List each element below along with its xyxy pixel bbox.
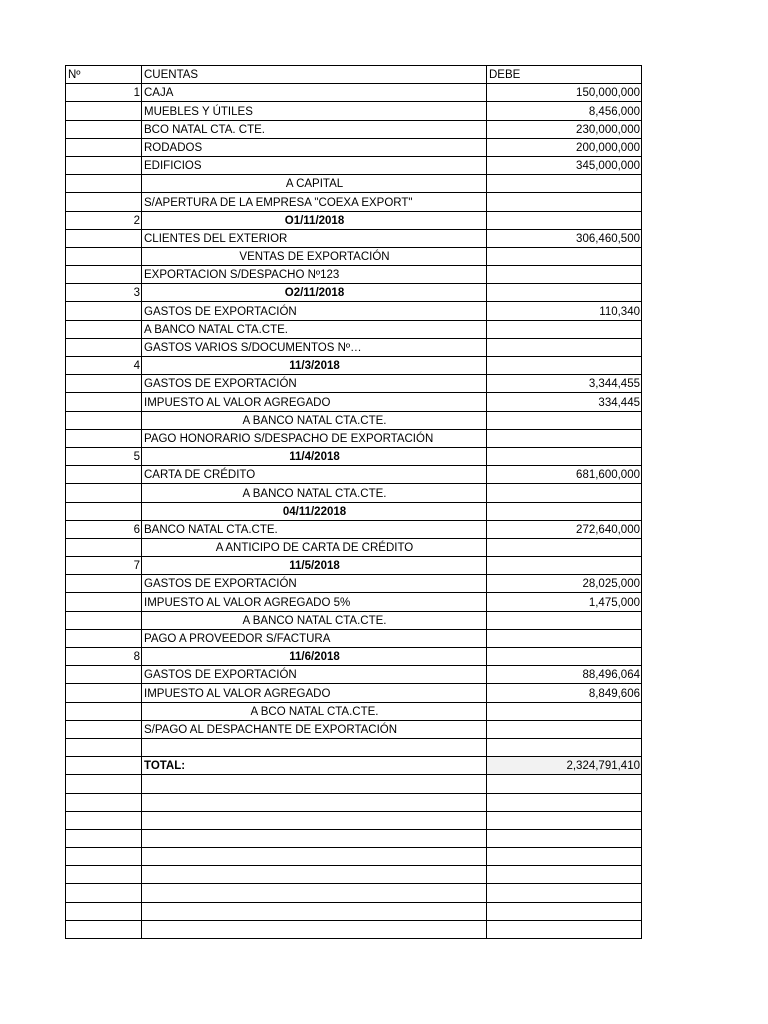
cell-no[interactable] xyxy=(66,429,142,447)
cell-cuenta[interactable]: A BANCO NATAL CTA.CTE. xyxy=(142,411,487,429)
cell-no[interactable] xyxy=(66,884,142,902)
cell-debe[interactable] xyxy=(487,629,642,647)
header-no[interactable]: Nº xyxy=(66,66,142,84)
cell-no[interactable]: 8 xyxy=(66,648,142,666)
cell-debe[interactable]: 88,496,064 xyxy=(487,666,642,684)
cell-no[interactable]: 5 xyxy=(66,447,142,465)
cell-debe[interactable]: 150,000,000 xyxy=(487,84,642,102)
cell-cuenta[interactable]: EXPORTACION S/DESPACHO Nº123 xyxy=(142,266,487,284)
cell-cuenta[interactable] xyxy=(142,793,487,811)
cell-debe[interactable]: 345,000,000 xyxy=(487,156,642,174)
cell-debe[interactable] xyxy=(487,920,642,938)
table-row xyxy=(66,738,642,756)
cell-debe[interactable]: 272,640,000 xyxy=(487,520,642,538)
cell-cuenta[interactable]: CLIENTES DEL EXTERIOR xyxy=(142,229,487,247)
table-row xyxy=(66,466,642,484)
table-row xyxy=(66,120,642,138)
table-row xyxy=(66,375,642,393)
cell-cuenta[interactable]: GASTOS DE EXPORTACIÓN xyxy=(142,375,487,393)
table-row xyxy=(66,502,642,520)
cell-debe[interactable] xyxy=(487,484,642,502)
cell-debe[interactable] xyxy=(487,266,642,284)
table-row xyxy=(66,320,642,338)
cell-cuenta[interactable] xyxy=(142,738,487,756)
cell-no[interactable] xyxy=(66,666,142,684)
cell-cuenta[interactable]: A BANCO NATAL CTA.CTE. xyxy=(142,320,487,338)
cell-no[interactable] xyxy=(66,775,142,793)
cell-debe[interactable] xyxy=(487,320,642,338)
cell-debe[interactable] xyxy=(487,211,642,229)
cell-debe[interactable]: 8,849,606 xyxy=(487,684,642,702)
table-row xyxy=(66,284,642,302)
cell-cuenta[interactable] xyxy=(142,884,487,902)
header-debe[interactable]: DEBE xyxy=(487,66,642,84)
cell-debe[interactable]: 1,475,000 xyxy=(487,593,642,611)
cell-no[interactable] xyxy=(66,120,142,138)
cell-no[interactable] xyxy=(66,466,142,484)
table-row xyxy=(66,156,642,174)
table-row xyxy=(66,266,642,284)
table-row xyxy=(66,557,642,575)
cell-cuenta[interactable] xyxy=(142,902,487,920)
cell-no[interactable] xyxy=(66,738,142,756)
cell-no[interactable] xyxy=(66,193,142,211)
cell-cuenta[interactable]: A ANTICIPO DE CARTA DE CRÉDITO xyxy=(142,538,487,556)
table-row xyxy=(66,193,642,211)
cell-debe[interactable] xyxy=(487,538,642,556)
cell-debe[interactable] xyxy=(487,411,642,429)
cell-no[interactable] xyxy=(66,247,142,265)
cell-cuenta[interactable]: S/PAGO AL DESPACHANTE DE EXPORTACIÓN xyxy=(142,720,487,738)
cell-debe[interactable] xyxy=(487,902,642,920)
cell-cuenta[interactable]: VENTAS DE EXPORTACIÓN xyxy=(142,247,487,265)
table-row xyxy=(66,611,642,629)
empty-row xyxy=(66,884,642,902)
cell-no[interactable]: 1 xyxy=(66,84,142,102)
ledger-body xyxy=(66,66,642,939)
cell-cuenta[interactable]: A BCO NATAL CTA.CTE. xyxy=(142,702,487,720)
cell-no[interactable] xyxy=(66,902,142,920)
cell-cuenta[interactable]: CARTA DE CRÉDITO xyxy=(142,466,487,484)
cell-debe[interactable] xyxy=(487,502,642,520)
cell-debe[interactable] xyxy=(487,793,642,811)
cell-cuenta[interactable] xyxy=(142,866,487,884)
total-label[interactable]: TOTAL: xyxy=(142,757,487,775)
cell-debe[interactable]: 681,600,000 xyxy=(487,466,642,484)
table-row xyxy=(66,702,642,720)
table-row xyxy=(66,538,642,556)
empty-row xyxy=(66,829,642,847)
empty-row xyxy=(66,902,642,920)
cell-cuenta[interactable] xyxy=(142,775,487,793)
cell-debe[interactable] xyxy=(487,357,642,375)
cell-no[interactable] xyxy=(66,338,142,356)
cell-no[interactable] xyxy=(66,320,142,338)
cell-cuenta[interactable]: BANCO NATAL CTA.CTE. xyxy=(142,520,487,538)
cell-debe[interactable] xyxy=(487,611,642,629)
cell-no[interactable] xyxy=(66,702,142,720)
cell-debe[interactable] xyxy=(487,648,642,666)
cell-no[interactable] xyxy=(66,829,142,847)
cell-cuenta[interactable]: 04/11/22018 xyxy=(142,502,487,520)
cell-cuenta[interactable]: O1/11/2018 xyxy=(142,211,487,229)
cell-no[interactable] xyxy=(66,720,142,738)
cell-debe[interactable] xyxy=(487,338,642,356)
cell-no[interactable]: 3 xyxy=(66,284,142,302)
cell-cuenta[interactable]: 11/5/2018 xyxy=(142,557,487,575)
cell-cuenta[interactable] xyxy=(142,848,487,866)
cell-no[interactable] xyxy=(66,375,142,393)
cell-debe[interactable] xyxy=(487,829,642,847)
cell-debe[interactable] xyxy=(487,720,642,738)
cell-debe[interactable] xyxy=(487,284,642,302)
table-row xyxy=(66,720,642,738)
cell-debe[interactable] xyxy=(487,866,642,884)
cell-cuenta[interactable]: RODADOS xyxy=(142,138,487,156)
cell-cuenta[interactable] xyxy=(142,920,487,938)
cell-no[interactable] xyxy=(66,229,142,247)
cell-cuenta[interactable]: A BANCO NATAL CTA.CTE. xyxy=(142,484,487,502)
cell-no[interactable] xyxy=(66,502,142,520)
table-row xyxy=(66,629,642,647)
table-row xyxy=(66,575,642,593)
cell-debe[interactable]: 28,025,000 xyxy=(487,575,642,593)
table-row xyxy=(66,520,642,538)
empty-row xyxy=(66,920,642,938)
table-row xyxy=(66,102,642,120)
cell-no[interactable] xyxy=(66,538,142,556)
empty-row xyxy=(66,793,642,811)
cell-cuenta[interactable]: GASTOS DE EXPORTACIÓN xyxy=(142,302,487,320)
cell-no[interactable] xyxy=(66,411,142,429)
cell-debe[interactable]: 200,000,000 xyxy=(487,138,642,156)
cell-debe[interactable] xyxy=(487,447,642,465)
cell-no[interactable] xyxy=(66,266,142,284)
cell-cuenta[interactable]: GASTOS VARIOS S/DOCUMENTOS Nº… xyxy=(142,338,487,356)
cell-debe[interactable]: 8,456,000 xyxy=(487,102,642,120)
empty-row xyxy=(66,811,642,829)
cell-debe[interactable] xyxy=(487,429,642,447)
cell-no[interactable] xyxy=(66,629,142,647)
table-row xyxy=(66,484,642,502)
empty-row xyxy=(66,866,642,884)
cell-no[interactable] xyxy=(66,848,142,866)
total-no-cell[interactable] xyxy=(66,757,142,775)
cell-debe[interactable]: 230,000,000 xyxy=(487,120,642,138)
cell-cuenta[interactable] xyxy=(142,829,487,847)
table-row xyxy=(66,411,642,429)
ledger-table xyxy=(65,65,642,939)
table-row xyxy=(66,175,642,193)
cell-cuenta[interactable]: GASTOS DE EXPORTACIÓN xyxy=(142,575,487,593)
cell-no[interactable] xyxy=(66,593,142,611)
cell-cuenta[interactable]: A BANCO NATAL CTA.CTE. xyxy=(142,611,487,629)
cell-cuenta[interactable]: 11/4/2018 xyxy=(142,447,487,465)
table-row xyxy=(66,302,642,320)
cell-debe[interactable] xyxy=(487,884,642,902)
cell-cuenta[interactable]: GASTOS DE EXPORTACIÓN xyxy=(142,666,487,684)
cell-no[interactable] xyxy=(66,920,142,938)
cell-cuenta[interactable]: BCO NATAL CTA. CTE. xyxy=(142,120,487,138)
cell-debe[interactable]: 3,344,455 xyxy=(487,375,642,393)
cell-cuenta[interactable]: CAJA xyxy=(142,84,487,102)
cell-cuenta[interactable]: EDIFICIOS xyxy=(142,156,487,174)
cell-cuenta[interactable]: A CAPITAL xyxy=(142,175,487,193)
table-row xyxy=(66,593,642,611)
cell-debe[interactable] xyxy=(487,175,642,193)
cell-no[interactable] xyxy=(66,138,142,156)
cell-no[interactable] xyxy=(66,684,142,702)
cell-cuenta[interactable]: MUEBLES Y ÚTILES xyxy=(142,102,487,120)
cell-debe[interactable]: 306,460,500 xyxy=(487,229,642,247)
cell-cuenta[interactable]: IMPUESTO AL VALOR AGREGADO 5% xyxy=(142,593,487,611)
cell-cuenta[interactable]: O2/11/2018 xyxy=(142,284,487,302)
cell-no[interactable] xyxy=(66,156,142,174)
header-cuentas[interactable]: CUENTAS xyxy=(142,66,487,84)
table-row xyxy=(66,393,642,411)
table-row xyxy=(66,247,642,265)
cell-debe[interactable] xyxy=(487,193,642,211)
cell-cuenta[interactable] xyxy=(142,811,487,829)
cell-no[interactable] xyxy=(66,175,142,193)
cell-no[interactable] xyxy=(66,866,142,884)
cell-no[interactable]: 4 xyxy=(66,357,142,375)
cell-no[interactable]: 6 xyxy=(66,520,142,538)
table-row xyxy=(66,648,642,666)
cell-cuenta[interactable]: IMPUESTO AL VALOR AGREGADO xyxy=(142,684,487,702)
table-row xyxy=(66,338,642,356)
cell-cuenta[interactable]: PAGO HONORARIO S/DESPACHO DE EXPORTACIÓN xyxy=(142,429,487,447)
cell-no[interactable] xyxy=(66,811,142,829)
cell-debe[interactable] xyxy=(487,247,642,265)
table-row xyxy=(66,138,642,156)
table-row xyxy=(66,84,642,102)
table-row xyxy=(66,429,642,447)
cell-no[interactable] xyxy=(66,484,142,502)
cell-no[interactable]: 2 xyxy=(66,211,142,229)
total-row xyxy=(66,757,642,775)
total-value[interactable]: 2,324,791,410 xyxy=(487,757,642,775)
table-row xyxy=(66,684,642,702)
table-row xyxy=(66,211,642,229)
cell-no[interactable] xyxy=(66,393,142,411)
cell-cuenta[interactable]: PAGO A PROVEEDOR S/FACTURA xyxy=(142,629,487,647)
header-row xyxy=(66,66,642,84)
cell-cuenta[interactable]: 11/3/2018 xyxy=(142,357,487,375)
cell-debe[interactable]: 110,340 xyxy=(487,302,642,320)
cell-no[interactable] xyxy=(66,793,142,811)
cell-debe[interactable] xyxy=(487,702,642,720)
cell-no[interactable] xyxy=(66,611,142,629)
empty-row xyxy=(66,848,642,866)
cell-no[interactable]: 7 xyxy=(66,557,142,575)
cell-debe[interactable] xyxy=(487,557,642,575)
cell-debe[interactable] xyxy=(487,738,642,756)
table-row xyxy=(66,357,642,375)
cell-no[interactable] xyxy=(66,102,142,120)
empty-row xyxy=(66,775,642,793)
cell-no[interactable] xyxy=(66,302,142,320)
cell-no[interactable] xyxy=(66,575,142,593)
cell-debe[interactable] xyxy=(487,848,642,866)
cell-cuenta[interactable]: 11/6/2018 xyxy=(142,648,487,666)
cell-debe[interactable] xyxy=(487,775,642,793)
table-row xyxy=(66,666,642,684)
table-row xyxy=(66,447,642,465)
cell-debe[interactable] xyxy=(487,811,642,829)
cell-debe[interactable]: 334,445 xyxy=(487,393,642,411)
cell-cuenta[interactable]: S/APERTURA DE LA EMPRESA "COEXA EXPORT" xyxy=(142,193,487,211)
table-row xyxy=(66,229,642,247)
cell-cuenta[interactable]: IMPUESTO AL VALOR AGREGADO xyxy=(142,393,487,411)
